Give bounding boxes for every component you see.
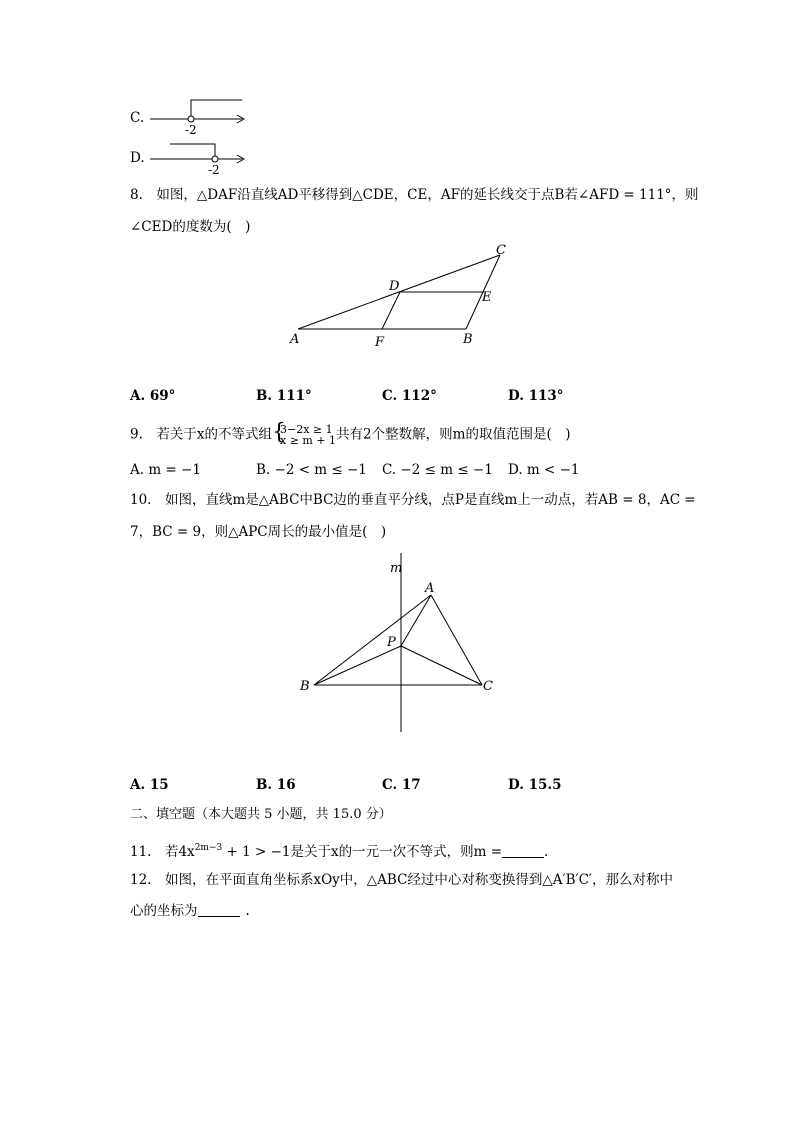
q8-option-a: A. 69° (130, 388, 176, 404)
q7-option-d-tick: -2 (208, 163, 220, 177)
q8-figure (280, 240, 520, 350)
q10-stem-line1: 10. 如图，直线m是△ABC中BC边的垂直平分线，点P是直线m上一动点，若AB = 8，AC = (130, 492, 696, 508)
q8-label-f: F (375, 335, 385, 350)
q8-label-e: E (482, 290, 492, 305)
q12-stem-line2 (130, 901, 250, 921)
q9-option-c: C. −2 ≤ m ≤ −1 (382, 462, 493, 478)
q10-stem-line2: 7，BC = 9，则△APC周长的最小值是( ) (130, 524, 387, 540)
q10-option-b: B. 16 (256, 777, 296, 793)
q8-option-d: D. 113° (508, 388, 564, 404)
q8-label-d: D (389, 279, 400, 294)
q9-option-b: B. −2 < m ≤ −1 (256, 462, 367, 478)
q10-label-a: A (425, 581, 435, 596)
q9-system: { 3−2x ≥ 1 x ≥ m + 1 (272, 420, 337, 447)
q7-option-c-tick: -2 (185, 123, 197, 137)
q12-answer-blank[interactable] (198, 902, 240, 917)
q10-option-c: C. 17 (382, 777, 421, 793)
q9-stem-prefix: 9. 若关于x的不等式组 (130, 426, 272, 443)
q8-option-c: C. 112° (382, 388, 437, 404)
q8-label-b: B (463, 332, 473, 347)
q10-label-p: P (387, 635, 396, 650)
q10-label-c: C (483, 679, 493, 694)
q9-stem-suffix: 共有2个整数解，则m的取值范围是( ) (336, 426, 571, 443)
q7-option-c-number-line (150, 96, 250, 136)
q9-option-d: D. m < −1 (508, 462, 580, 478)
q12-stem-line2-prefix: 心的坐标为 (130, 903, 198, 919)
q8-label-a: A (290, 332, 300, 347)
q10-label-m: m (390, 561, 403, 576)
q8-stem-line2: ∠CED的度数为( ) (130, 219, 251, 235)
q11-answer-blank[interactable] (502, 843, 544, 858)
q10-figure (290, 550, 510, 740)
q9-stem (130, 420, 571, 447)
q9-system-line2: x ≥ m + 1 (280, 434, 337, 447)
q10-option-a: A. 15 (130, 777, 169, 793)
q12-stem-line1: 12. 如图，在平面直角坐标系xOy中，△ABC经过中心对称变换得到△A′B′C′，那么对称中 (130, 872, 673, 888)
q11-stem-prefix: 11. 若4x (130, 844, 195, 860)
section2-title: 二、填空题（本大题共 5 小题，共 15.0 分） (130, 807, 392, 822)
q11-stem (130, 838, 548, 862)
q7-option-d-label: D. (130, 150, 145, 166)
q11-stem-middle: + 1 > −1是关于x的一元一次不等式，则m = (222, 844, 503, 860)
q10-label-b: B (300, 679, 310, 694)
q9-system-line1: 3−2x ≥ 1 (280, 423, 333, 436)
q8-option-b: B. 111° (256, 388, 312, 404)
q10-option-d: D. 15.5 (508, 777, 562, 793)
q7-option-c-label: C. (130, 110, 145, 126)
q7-option-d-number-line (150, 138, 250, 178)
q8-label-c: C (496, 243, 506, 258)
q8-stem-line1: 8. 如图，△DAF沿直线AD平移得到△CDE，CE，AF的延长线交于点B若∠AFD = 111°，则 (130, 187, 699, 203)
q9-option-a: A. m = −1 (130, 462, 201, 478)
q11-stem-suffix: . (544, 844, 549, 860)
q11-exponent: 2m−3 (194, 843, 223, 853)
q12-stem-line2-suffix: . (245, 903, 250, 919)
